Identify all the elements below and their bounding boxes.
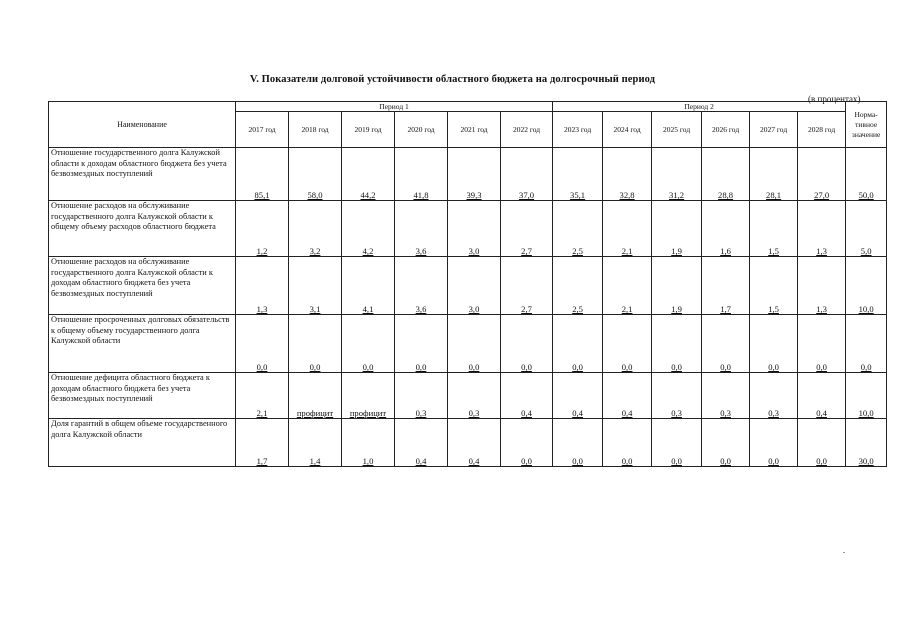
value-cell: 0,3 <box>702 373 750 419</box>
value-cell: 1,0 <box>342 419 395 467</box>
value-cell: 0,0 <box>603 419 652 467</box>
name-column-header: Наименование <box>49 102 236 148</box>
norm-value-cell: 10,0 <box>846 373 887 419</box>
value-cell: 1,6 <box>702 201 750 257</box>
value-cell: 0,0 <box>342 315 395 373</box>
value-cell: 0,4 <box>798 373 846 419</box>
value-cell: 41,8 <box>395 148 448 201</box>
value-cell: 3,2 <box>289 201 342 257</box>
value-cell: 1,5 <box>750 257 798 315</box>
value-cell: 0,0 <box>702 315 750 373</box>
value-cell: 0,4 <box>553 373 603 419</box>
table-row <box>49 373 887 419</box>
value-cell: 0,0 <box>798 315 846 373</box>
value-cell: 2,7 <box>501 201 553 257</box>
value-cell: 2,7 <box>501 257 553 315</box>
table-row <box>49 419 887 467</box>
value-cell: 0,4 <box>501 373 553 419</box>
value-cell: 0,0 <box>750 419 798 467</box>
value-cell: 0,4 <box>395 419 448 467</box>
value-cell: 0,0 <box>501 315 553 373</box>
value-cell: 3,1 <box>289 257 342 315</box>
value-cell: 0,3 <box>750 373 798 419</box>
debt-sustainability-table <box>48 101 887 467</box>
value-cell: 1,3 <box>236 257 289 315</box>
value-cell: 4,2 <box>342 201 395 257</box>
norm-value-cell: 10,0 <box>846 257 887 315</box>
units-note: (в процентах) <box>808 94 861 104</box>
value-cell: 0,0 <box>289 315 342 373</box>
year-header: 2024 год <box>603 112 652 148</box>
value-cell: 1,7 <box>236 419 289 467</box>
table-row <box>49 315 887 373</box>
value-cell: 1,9 <box>652 201 702 257</box>
norm-value-cell: 30,0 <box>846 419 887 467</box>
value-cell: 44,2 <box>342 148 395 201</box>
year-header: 2026 год <box>702 112 750 148</box>
value-cell: 27,0 <box>798 148 846 201</box>
year-header: 2020 год <box>395 112 448 148</box>
value-cell: 3,0 <box>448 201 501 257</box>
row-name: Доля гарантий в общем объеме государственного долга Калужской области <box>49 419 236 467</box>
value-cell: 0,3 <box>652 373 702 419</box>
value-cell: 0,4 <box>448 419 501 467</box>
value-cell: 3,0 <box>448 257 501 315</box>
value-cell: 37,0 <box>501 148 553 201</box>
value-cell: 1,2 <box>236 201 289 257</box>
value-cell: 0,0 <box>652 315 702 373</box>
value-cell: 0,3 <box>395 373 448 419</box>
value-cell: 58,0 <box>289 148 342 201</box>
year-header: 2022 год <box>501 112 553 148</box>
value-cell: 0,0 <box>236 315 289 373</box>
year-header: 2027 год <box>750 112 798 148</box>
scan-speck <box>843 552 845 553</box>
value-cell: 35,1 <box>553 148 603 201</box>
norm-value-cell: 50,0 <box>846 148 887 201</box>
norm-value-cell: 5,0 <box>846 201 887 257</box>
row-name: Отношение расходов на обслуживание государственного долга Калужской области к общему объему расходов областного бюджета <box>49 201 236 257</box>
value-cell: 31,2 <box>652 148 702 201</box>
year-header: 2028 год <box>798 112 846 148</box>
value-cell: 85,1 <box>236 148 289 201</box>
value-cell: 0,0 <box>750 315 798 373</box>
value-cell: 0,0 <box>448 315 501 373</box>
value-cell: 0,0 <box>798 419 846 467</box>
value-cell: 32,8 <box>603 148 652 201</box>
year-header: 2019 год <box>342 112 395 148</box>
value-cell: 0,0 <box>553 315 603 373</box>
value-cell: 2,1 <box>236 373 289 419</box>
year-header: 2021 год <box>448 112 501 148</box>
value-cell: 2,5 <box>553 201 603 257</box>
table-row <box>49 201 887 257</box>
value-cell: 0,0 <box>501 419 553 467</box>
value-cell: 1,9 <box>652 257 702 315</box>
value-cell: 3,6 <box>395 201 448 257</box>
row-name: Отношение расходов на обслуживание государственного долга Калужской области к доходам областного бюджета без учета безвозмездных поступлений <box>49 257 236 315</box>
table-row <box>49 148 887 201</box>
norm-value-cell: 0,0 <box>846 315 887 373</box>
value-cell: 1,5 <box>750 201 798 257</box>
value-cell: 0,4 <box>603 373 652 419</box>
value-cell: 1,4 <box>289 419 342 467</box>
period-2-header: Период 2 <box>553 102 846 112</box>
value-cell: 0,0 <box>395 315 448 373</box>
year-header: 2017 год <box>236 112 289 148</box>
value-cell: 39,3 <box>448 148 501 201</box>
value-cell: 0,3 <box>448 373 501 419</box>
norm-column-header: Норма- тивное значение <box>846 102 887 148</box>
value-cell: 1,7 <box>702 257 750 315</box>
year-header: 2025 год <box>652 112 702 148</box>
year-header: 2023 год <box>553 112 603 148</box>
row-name: Отношение государственного долга Калужской области к доходам областного бюджета без учета безвозмездных поступлений <box>49 148 236 201</box>
value-cell: 2,5 <box>553 257 603 315</box>
value-cell: профицит <box>289 373 342 419</box>
period-1-header: Период 1 <box>236 102 553 112</box>
value-cell: 3,6 <box>395 257 448 315</box>
row-name: Отношение дефицита областного бюджета к доходам областного бюджета без учета безвозмездных поступлений <box>49 373 236 419</box>
value-cell: 0,0 <box>553 419 603 467</box>
value-cell: 28,8 <box>702 148 750 201</box>
value-cell: 0,0 <box>603 315 652 373</box>
value-cell: 0,0 <box>652 419 702 467</box>
value-cell: 2,1 <box>603 201 652 257</box>
value-cell: профицит <box>342 373 395 419</box>
value-cell: 1,3 <box>798 201 846 257</box>
value-cell: 1,3 <box>798 257 846 315</box>
value-cell: 2,1 <box>603 257 652 315</box>
table-row <box>49 257 887 315</box>
value-cell: 4,1 <box>342 257 395 315</box>
value-cell: 28,1 <box>750 148 798 201</box>
document-title: V. Показатели долговой устойчивости областного бюджета на долгосрочный период <box>249 74 656 85</box>
row-name: Отношение просроченных долговых обязательств к общему объему государственного долга Калужской области <box>49 315 236 373</box>
value-cell: 0,0 <box>702 419 750 467</box>
year-header: 2018 год <box>289 112 342 148</box>
